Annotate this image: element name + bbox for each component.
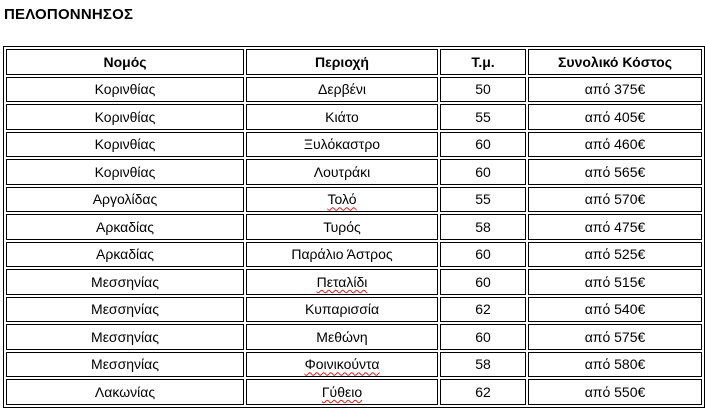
cell-kostos-text: από 405€ — [584, 108, 646, 125]
cell-kostos — [528, 242, 702, 268]
cell-kostos — [528, 379, 702, 405]
cell-perioxi — [246, 77, 438, 103]
cell-perioxi-text: Παράλιο Άστρος — [291, 246, 393, 263]
cell-kostos — [528, 324, 702, 350]
column-header-perioxi: Περιοχή — [246, 49, 438, 75]
cell-nomos — [6, 242, 244, 268]
cell-tm-text: 55 — [475, 108, 491, 125]
cell-tm — [440, 379, 526, 405]
cell-kostos-text: από 525€ — [584, 246, 646, 263]
cell-tm-text: 62 — [475, 301, 491, 318]
table-row — [6, 324, 702, 350]
table-row — [6, 352, 702, 378]
cell-perioxi-text: Γύθειο — [321, 383, 363, 400]
cell-perioxi — [246, 159, 438, 185]
cell-nomos — [6, 352, 244, 378]
cell-nomos-text: Κορινθίας — [94, 136, 156, 153]
cell-kostos-text: από 565€ — [584, 163, 646, 180]
table-row — [6, 104, 702, 130]
cell-perioxi-text: Πεταλίδι — [316, 273, 368, 290]
cell-nomos — [6, 269, 244, 295]
cell-nomos — [6, 379, 244, 405]
cell-perioxi — [246, 352, 438, 378]
cell-nomos-text: Λακωνίας — [94, 383, 156, 400]
cell-tm — [440, 214, 526, 240]
cell-kostos-text: από 375€ — [584, 81, 646, 98]
cell-nomos — [6, 159, 244, 185]
cell-tm-text: 60 — [475, 328, 491, 345]
cell-perioxi-text: Τολό — [327, 191, 357, 208]
cell-perioxi — [246, 104, 438, 130]
table-row — [6, 187, 702, 213]
cell-nomos-text: Κορινθίας — [94, 108, 156, 125]
column-header-nomos: Νομός — [6, 49, 244, 75]
cell-kostos — [528, 132, 702, 158]
cell-kostos — [528, 104, 702, 130]
cell-kostos-text: από 550€ — [584, 383, 646, 400]
price-table — [3, 46, 705, 408]
cell-kostos-text: από 515€ — [584, 273, 646, 290]
cell-tm-text: 60 — [475, 136, 491, 153]
cell-perioxi — [246, 187, 438, 213]
page-title: ΠΕΛΟΠΟΝΝΗΣΟΣ — [4, 6, 134, 23]
cell-nomos — [6, 187, 244, 213]
cell-tm — [440, 159, 526, 185]
table-body — [6, 77, 702, 405]
cell-nomos — [6, 324, 244, 350]
cell-perioxi — [246, 214, 438, 240]
cell-kostos-text: από 475€ — [584, 218, 646, 235]
table-header-row — [6, 49, 702, 75]
cell-nomos-text: Μεσσηνίας — [91, 273, 159, 290]
cell-tm — [440, 242, 526, 268]
cell-nomos-text: Αρκαδίας — [96, 246, 154, 263]
cell-tm-text: 58 — [475, 356, 491, 373]
cell-tm-text: 60 — [475, 163, 491, 180]
cell-kostos — [528, 159, 702, 185]
cell-tm-text: 55 — [475, 191, 491, 208]
cell-kostos — [528, 214, 702, 240]
cell-perioxi — [246, 242, 438, 268]
cell-tm-text: 60 — [475, 273, 491, 290]
cell-nomos — [6, 214, 244, 240]
cell-tm-text: 62 — [475, 383, 491, 400]
cell-nomos — [6, 104, 244, 130]
cell-nomos-text: Κορινθίας — [94, 81, 156, 98]
cell-nomos-text: Μεσσηνίας — [91, 328, 159, 345]
cell-nomos-text: Αργολίδας — [92, 191, 158, 208]
column-header-kostos: Συνολικό Κόστος — [528, 49, 702, 75]
cell-kostos-text: από 575€ — [584, 328, 646, 345]
cell-perioxi-text: Φοινικούντα — [304, 356, 380, 373]
table-row — [6, 379, 702, 405]
cell-perioxi — [246, 132, 438, 158]
cell-tm — [440, 104, 526, 130]
cell-tm — [440, 297, 526, 323]
cell-nomos — [6, 297, 244, 323]
cell-perioxi — [246, 297, 438, 323]
table-row — [6, 132, 702, 158]
cell-tm — [440, 324, 526, 350]
cell-tm-text: 58 — [475, 218, 491, 235]
cell-nomos-text: Μεσσηνίας — [91, 301, 159, 318]
cell-perioxi-text: Λουτράκι — [313, 163, 371, 180]
cell-nomos-text: Μεσσηνίας — [91, 356, 159, 373]
cell-tm-text: 50 — [475, 81, 491, 98]
cell-kostos-text: από 580€ — [584, 356, 646, 373]
cell-perioxi — [246, 269, 438, 295]
cell-kostos — [528, 77, 702, 103]
table-row — [6, 242, 702, 268]
table-row — [6, 214, 702, 240]
cell-perioxi-text: Μεθώνη — [316, 328, 368, 345]
cell-tm — [440, 77, 526, 103]
cell-kostos — [528, 269, 702, 295]
table-row — [6, 269, 702, 295]
cell-perioxi — [246, 379, 438, 405]
cell-kostos-text: από 570€ — [584, 191, 646, 208]
cell-perioxi-text: Ξυλόκαστρο — [303, 136, 381, 153]
table-row — [6, 159, 702, 185]
cell-kostos — [528, 187, 702, 213]
cell-kostos-text: από 460€ — [584, 136, 646, 153]
cell-perioxi-text: Κυπαρισσία — [304, 301, 380, 318]
cell-nomos-text: Κορινθίας — [94, 163, 156, 180]
cell-kostos-text: από 540€ — [584, 301, 646, 318]
cell-perioxi-text: Τυρός — [323, 218, 361, 235]
cell-tm — [440, 352, 526, 378]
cell-kostos — [528, 297, 702, 323]
table-row — [6, 297, 702, 323]
cell-tm-text: 60 — [475, 246, 491, 263]
cell-perioxi-text: Κιάτο — [325, 108, 359, 125]
column-header-tm: Τ.μ. — [440, 49, 526, 75]
cell-tm — [440, 187, 526, 213]
cell-nomos — [6, 77, 244, 103]
table-row — [6, 77, 702, 103]
cell-nomos-text: Αρκαδίας — [96, 218, 154, 235]
cell-nomos — [6, 132, 244, 158]
cell-tm — [440, 269, 526, 295]
cell-perioxi-text: Δερβένι — [318, 81, 366, 98]
cell-kostos — [528, 352, 702, 378]
cell-tm — [440, 132, 526, 158]
cell-perioxi — [246, 324, 438, 350]
